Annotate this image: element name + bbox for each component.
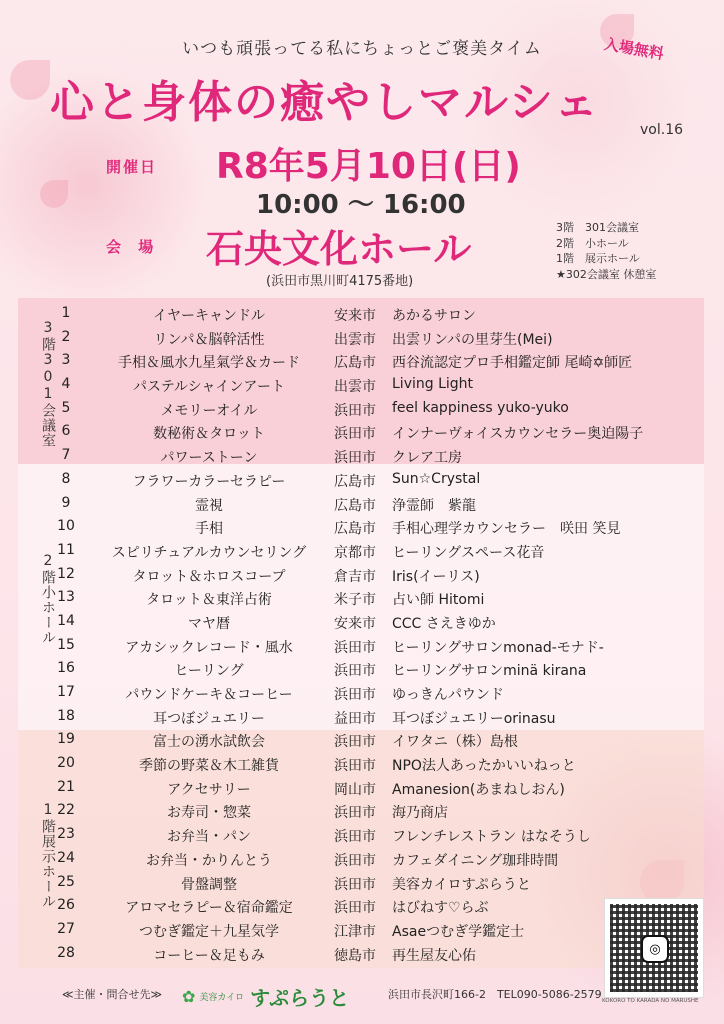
event-time: 10:00 ～ 16:00 <box>256 190 466 220</box>
vendor-city: 出雲市 <box>334 331 376 348</box>
organizer-logo <box>182 982 349 1011</box>
organizer-address: 浜田市長沢町166-2 TEL090-5086-2579 <box>388 988 602 1001</box>
section-label: 1階展示ホール <box>40 801 56 909</box>
vendor-category: 富士の湧水試飲会 <box>153 734 265 751</box>
vendor-city: 岡山市 <box>334 781 376 798</box>
vendor-shop: 手相心理学カウンセラー 咲田 笑見 <box>392 521 621 538</box>
vendor-number: 28 <box>57 944 75 961</box>
clover-icon: ✿ <box>182 987 196 1006</box>
vendor-shop: はびねす♡らぶ <box>392 900 489 917</box>
vendor-city: 浜田市 <box>334 687 376 703</box>
vendor-city: 出雲市 <box>334 379 376 396</box>
vendor-category: タロット＆東洋占術 <box>146 592 272 609</box>
volume-label: vol.16 <box>640 122 684 138</box>
vendor-city: 京都市 <box>334 544 376 561</box>
vendor-number: 25 <box>57 873 75 890</box>
vendor-number: 14 <box>57 612 75 629</box>
vendor-city: 広島市 <box>334 497 376 514</box>
vendor-number: 21 <box>57 778 75 795</box>
vendor-shop: 再生屋友心佑 <box>392 947 476 964</box>
vendor-row <box>18 681 704 705</box>
vendor-list <box>18 302 704 965</box>
vendor-row <box>18 563 704 587</box>
vendor-row <box>18 894 704 918</box>
vendor-shop: Sun☆Crystal <box>392 470 481 487</box>
vendor-number: 1 <box>61 305 71 321</box>
vendor-row <box>18 420 704 444</box>
vendor-row <box>18 657 704 681</box>
vendor-number: 11 <box>57 541 75 558</box>
vendor-category: 霊視 <box>195 497 223 514</box>
vendor-category: メモリーオイル <box>160 402 258 419</box>
vendor-shop: Living Light <box>392 376 474 393</box>
vendor-number: 3 <box>61 352 71 369</box>
vendor-shop: ヒーリングスペース花音 <box>392 544 545 561</box>
vendor-category: お弁当・かりんとう <box>146 852 272 869</box>
vendor-number: 24 <box>57 849 75 866</box>
vendor-category: パステルシャインアート <box>133 379 285 396</box>
vendor-category: タロット＆ホロスコープ <box>132 568 286 585</box>
vendor-number: 13 <box>57 589 75 606</box>
event-title: 心と身体の癒やしマルシェ <box>50 77 601 128</box>
vendor-number: 12 <box>57 565 75 582</box>
vendor-shop: クレア工房 <box>392 450 462 467</box>
room-list <box>556 220 656 282</box>
vendor-row <box>18 492 704 516</box>
vendor-row <box>18 326 704 350</box>
vendor-category: 骨盤調整 <box>181 876 237 893</box>
vendor-shop: ヒーリングサロンmonad-モナド- <box>392 639 604 656</box>
section-label: 3階301会議室 <box>40 320 56 448</box>
vendor-category: マヤ暦 <box>188 615 230 632</box>
vendor-city: 浜田市 <box>334 426 376 443</box>
vendor-row <box>18 823 704 847</box>
vendor-category: 耳つぼジュエリー <box>153 710 265 727</box>
footer <box>0 978 724 1024</box>
vendor-category: イヤーキャンドル <box>153 308 265 324</box>
vendor-row <box>18 752 704 776</box>
vendor-city: 広島市 <box>334 521 376 538</box>
vendor-shop: Iris(イーリス) <box>392 568 480 585</box>
vendor-row <box>18 799 704 823</box>
vendor-shop: あかるサロン <box>392 308 476 324</box>
vendor-shop: Asaeつむぎ学鑑定士 <box>392 923 525 940</box>
vendor-row <box>18 373 704 397</box>
vendor-shop: 西谷流認定プロ手相鑑定師 尾崎✡師匠 <box>392 355 633 372</box>
vendor-shop: NPO法人あったかいいねっと <box>392 758 576 775</box>
vendor-number: 19 <box>57 731 75 748</box>
vendor-shop: CCC さえきゆか <box>392 615 496 632</box>
vendor-city: 浜田市 <box>334 663 376 680</box>
organizer-label: ≪主催・問合せ先≫ <box>62 988 163 1001</box>
vendor-city: 浜田市 <box>334 639 376 656</box>
vendor-row <box>18 302 704 326</box>
section-label: 2階小ホール <box>40 553 56 645</box>
petal-decoration <box>40 180 68 208</box>
vendor-shop: 耳つぼジュエリーorinasu <box>392 710 556 727</box>
vendor-category: スピリチュアルカウンセリング <box>111 544 307 561</box>
vendor-row <box>18 728 704 752</box>
vendor-city: 倉吉市 <box>334 568 376 585</box>
vendor-number: 4 <box>61 376 71 393</box>
vendor-city: 浜田市 <box>334 829 376 846</box>
vendor-category: コーヒー＆足もみ <box>153 947 265 964</box>
vendor-row <box>18 918 704 942</box>
vendor-number: 18 <box>57 707 75 724</box>
vendor-row <box>18 586 704 610</box>
vendor-shop: ヒーリングサロンminä kirana <box>392 663 587 680</box>
vendor-category: アクセサリー <box>167 781 251 798</box>
vendor-shop: 浄霊師 紫龍 <box>392 497 476 514</box>
vendor-row <box>18 942 704 966</box>
vendor-category: お寿司・惣菜 <box>167 805 251 822</box>
free-admission-badge: 入場無料 <box>602 34 666 64</box>
venue-label: 会 場 <box>106 238 160 256</box>
vendor-number: 20 <box>57 755 75 772</box>
vendor-city: 江津市 <box>334 923 376 940</box>
vendor-city: 浜田市 <box>334 402 376 419</box>
vendor-category: お弁当・パン <box>167 829 251 846</box>
room-item: ★302会議室 休憩室 <box>556 267 657 281</box>
subtitle: いつも頑張ってる私にちょっとご褒美タイム <box>182 39 542 59</box>
vendor-row <box>18 871 704 895</box>
vendor-shop: インナーヴォイスカウンセラー奥迫陽子 <box>392 426 644 443</box>
vendor-row <box>18 468 704 492</box>
event-date: R8年5月10日(日) <box>216 146 521 187</box>
vendor-city: 安来市 <box>334 615 376 632</box>
vendor-number: 22 <box>57 802 75 819</box>
vendor-number: 9 <box>61 494 71 511</box>
vendor-shop: Amanesion(あまねしおん) <box>392 781 565 798</box>
vendor-city: 浜田市 <box>334 758 376 775</box>
vendor-city: 徳島市 <box>334 947 376 964</box>
vendor-number: 17 <box>57 684 75 700</box>
vendor-row <box>18 515 704 539</box>
vendor-category: フラワーカラーセラピー <box>132 473 286 490</box>
vendor-city: 安来市 <box>334 308 376 324</box>
vendor-row <box>18 705 704 729</box>
vendor-row <box>18 397 704 421</box>
logo-small-text: 美容カイロ <box>199 993 245 1003</box>
vendor-number: 2 <box>61 328 71 345</box>
vendor-category: 手相＆風水九星氣学＆カード <box>118 355 300 372</box>
vendor-category: つむぎ鑑定＋九星気学 <box>139 923 279 940</box>
vendor-city: 益田市 <box>334 710 376 727</box>
vendor-category: アカシックレコード・風水 <box>125 639 293 656</box>
vendor-city: 米子市 <box>334 592 376 609</box>
logo-name: すぷらうと <box>250 986 350 1010</box>
vendor-city: 浜田市 <box>334 852 376 869</box>
vendor-row <box>18 847 704 871</box>
vendor-category: アロマセラピー＆宿命鑑定 <box>125 900 293 917</box>
room-item: 1階 展示ホール <box>556 252 640 265</box>
vendor-number: 16 <box>57 660 75 677</box>
vendor-number: 26 <box>57 897 75 914</box>
vendor-city: 浜田市 <box>334 876 376 893</box>
vendor-city: 広島市 <box>334 355 376 372</box>
room-item: 3階 301会議室 <box>556 221 639 234</box>
vendor-shop: イワタニ（株）島根 <box>392 734 518 751</box>
vendor-number: 6 <box>61 423 71 440</box>
vendor-category: リンパ＆脳幹活性 <box>153 331 265 348</box>
vendor-number: 23 <box>57 826 75 843</box>
vendor-category: パウンドケーキ＆コーヒー <box>125 687 293 703</box>
venue-name: 石央文化ホール <box>206 227 472 271</box>
vendor-city: 浜田市 <box>334 805 376 822</box>
vendor-category: 数秘術＆タロット <box>153 426 265 443</box>
vendor-row <box>18 539 704 563</box>
qr-caption: KOKORO TO KARADA NO MARUSHE <box>602 998 699 1004</box>
vendor-number: 10 <box>57 518 75 535</box>
vendor-shop: ゆっきんパウンド <box>392 687 504 703</box>
vendor-shop: 海乃商店 <box>392 805 448 822</box>
vendor-city: 浜田市 <box>334 734 376 751</box>
instagram-icon: ◎ <box>641 935 669 963</box>
venue-address: (浜田市黒川町4175番地) <box>266 274 414 289</box>
vendor-number: 27 <box>57 920 75 937</box>
vendor-row <box>18 634 704 658</box>
vendor-number: 5 <box>61 399 71 416</box>
vendor-city: 浜田市 <box>334 900 376 917</box>
vendor-category: 手相 <box>195 521 223 538</box>
vendor-number: 8 <box>61 470 71 487</box>
vendor-city: 浜田市 <box>334 450 376 467</box>
vendor-shop: フレンチレストラン はなそうし <box>392 829 591 846</box>
vendor-category: 季節の野菜＆木工雑貨 <box>139 758 279 775</box>
vendor-row <box>18 444 704 468</box>
vendor-category: ヒーリング <box>174 663 244 680</box>
date-label: 開催日 <box>106 158 158 176</box>
vendor-row <box>18 776 704 800</box>
vendor-number: 15 <box>57 636 75 653</box>
vendor-category: パワーストーン <box>160 450 258 467</box>
vendor-shop: 出雲リンパの里芽生(Mei) <box>392 331 553 348</box>
vendor-shop: 占い師 Hitomi <box>392 592 485 609</box>
petal-decoration <box>10 60 50 100</box>
vendor-row <box>18 610 704 634</box>
vendor-shop: 美容カイロすぷらうと <box>392 876 531 893</box>
vendor-city: 広島市 <box>334 473 376 490</box>
vendor-shop: feel kappiness yuko-yuko <box>392 399 569 416</box>
vendor-number: 7 <box>61 447 71 464</box>
vendor-shop: カフェダイニング珈琲時間 <box>392 852 559 869</box>
room-item: 2階 小ホール <box>556 236 629 250</box>
vendor-row <box>18 349 704 373</box>
